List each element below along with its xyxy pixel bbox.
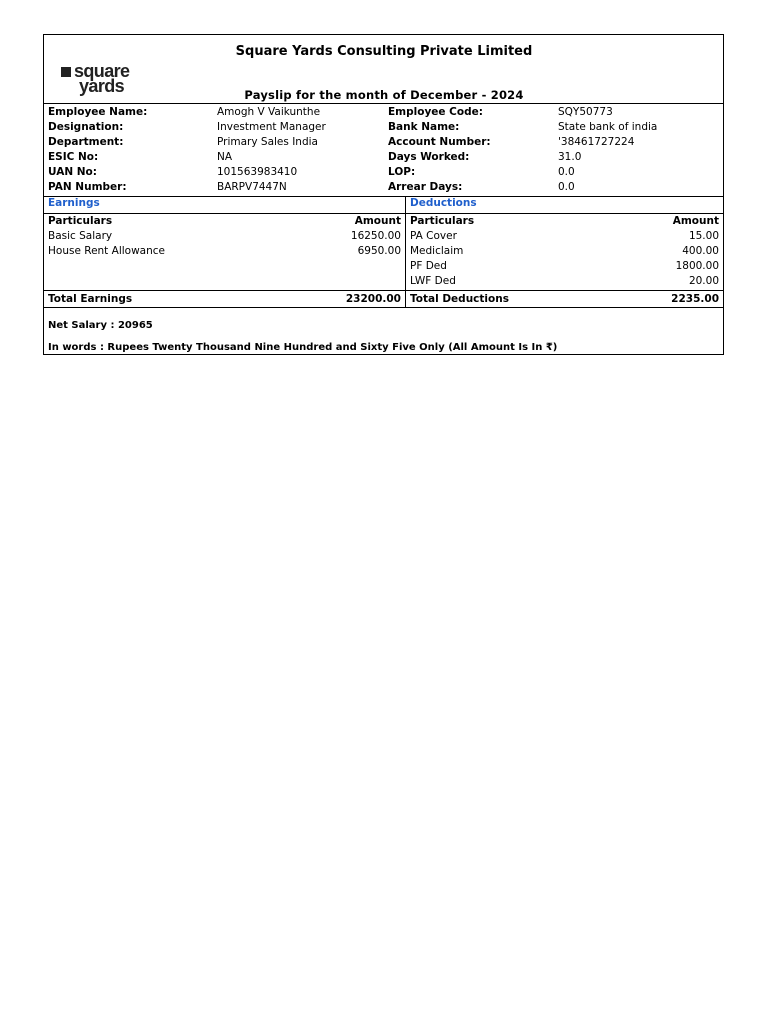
earnings-heading: Earnings xyxy=(48,197,100,209)
lop-label: LOP: xyxy=(388,166,416,178)
days-worked-value: 31.0 xyxy=(558,151,582,163)
deduction-item-name: PA Cover xyxy=(410,230,457,242)
deduction-item-name: LWF Ded xyxy=(410,275,456,287)
company-logo xyxy=(61,63,161,99)
account-number-label: Account Number: xyxy=(388,136,491,148)
deduction-item-amount: 1800.00 xyxy=(675,260,719,272)
net-salary: Net Salary : 20965 xyxy=(48,320,153,331)
lop-value: 0.0 xyxy=(558,166,575,178)
employee-name-label: Employee Name: xyxy=(48,106,148,118)
deductions-amount-header: Amount xyxy=(672,215,719,227)
designation-label: Designation: xyxy=(48,121,124,133)
pan-value: BARPV7447N xyxy=(217,181,287,193)
deductions-particulars-header: Particulars xyxy=(410,215,475,227)
deduction-item-name: PF Ded xyxy=(410,260,447,272)
employee-code-label: Employee Code: xyxy=(388,106,483,118)
esic-label: ESIC No: xyxy=(48,151,99,163)
deduction-item-amount: 20.00 xyxy=(688,275,719,287)
divider xyxy=(44,290,723,291)
logo-word-1: square xyxy=(74,61,130,81)
deduction-item-amount: 400.00 xyxy=(682,245,719,257)
department-label: Department: xyxy=(48,136,124,148)
earning-item-name: House Rent Allowance xyxy=(48,245,165,257)
total-deductions-label: Total Deductions xyxy=(410,293,509,305)
company-name: Square Yards Consulting Private Limited xyxy=(235,44,533,59)
total-deductions-value: 2235.00 xyxy=(671,293,719,305)
uan-label: UAN No: xyxy=(48,166,97,178)
divider xyxy=(44,103,723,104)
employee-code-value: SQY50773 xyxy=(558,106,613,118)
amount-in-words: In words : Rupees Twenty Thousand Nine Hundred and Sixty Five Only (All Amount Is In ₹) xyxy=(48,342,558,353)
payslip xyxy=(43,34,724,355)
arrear-days-value: 0.0 xyxy=(558,181,575,193)
arrear-days-label: Arrear Days: xyxy=(388,181,463,193)
logo-word-2: yards xyxy=(79,76,125,96)
deduction-item-amount: 15.00 xyxy=(688,230,719,242)
deductions-heading: Deductions xyxy=(410,197,477,209)
column-divider xyxy=(405,196,406,308)
earning-item-amount: 16250.00 xyxy=(350,230,401,242)
uan-value: 101563983410 xyxy=(217,166,298,178)
days-worked-label: Days Worked: xyxy=(388,151,470,163)
logo-square-icon xyxy=(61,67,71,77)
earnings-amount-header: Amount xyxy=(354,215,401,227)
earning-item-name: Basic Salary xyxy=(48,230,113,242)
total-earnings-value: 23200.00 xyxy=(345,293,401,305)
payslip-title: Payslip for the month of December - 2024 xyxy=(244,88,524,102)
divider xyxy=(44,196,723,197)
designation-value: Investment Manager xyxy=(217,121,326,133)
payslip-header xyxy=(44,35,723,104)
divider xyxy=(44,307,723,308)
total-earnings-label: Total Earnings xyxy=(48,293,133,305)
esic-value: NA xyxy=(217,151,233,163)
account-number-value: '38461727224 xyxy=(558,136,635,148)
earnings-particulars-header: Particulars xyxy=(48,215,113,227)
pan-label: PAN Number: xyxy=(48,181,127,193)
deduction-item-name: Mediclaim xyxy=(410,245,464,257)
bank-name-value: State bank of india xyxy=(558,121,658,133)
bank-name-label: Bank Name: xyxy=(388,121,460,133)
earning-item-amount: 6950.00 xyxy=(357,245,401,257)
department-value: Primary Sales India xyxy=(217,136,318,148)
employee-name-value: Amogh V Vaikunthe xyxy=(217,106,321,118)
